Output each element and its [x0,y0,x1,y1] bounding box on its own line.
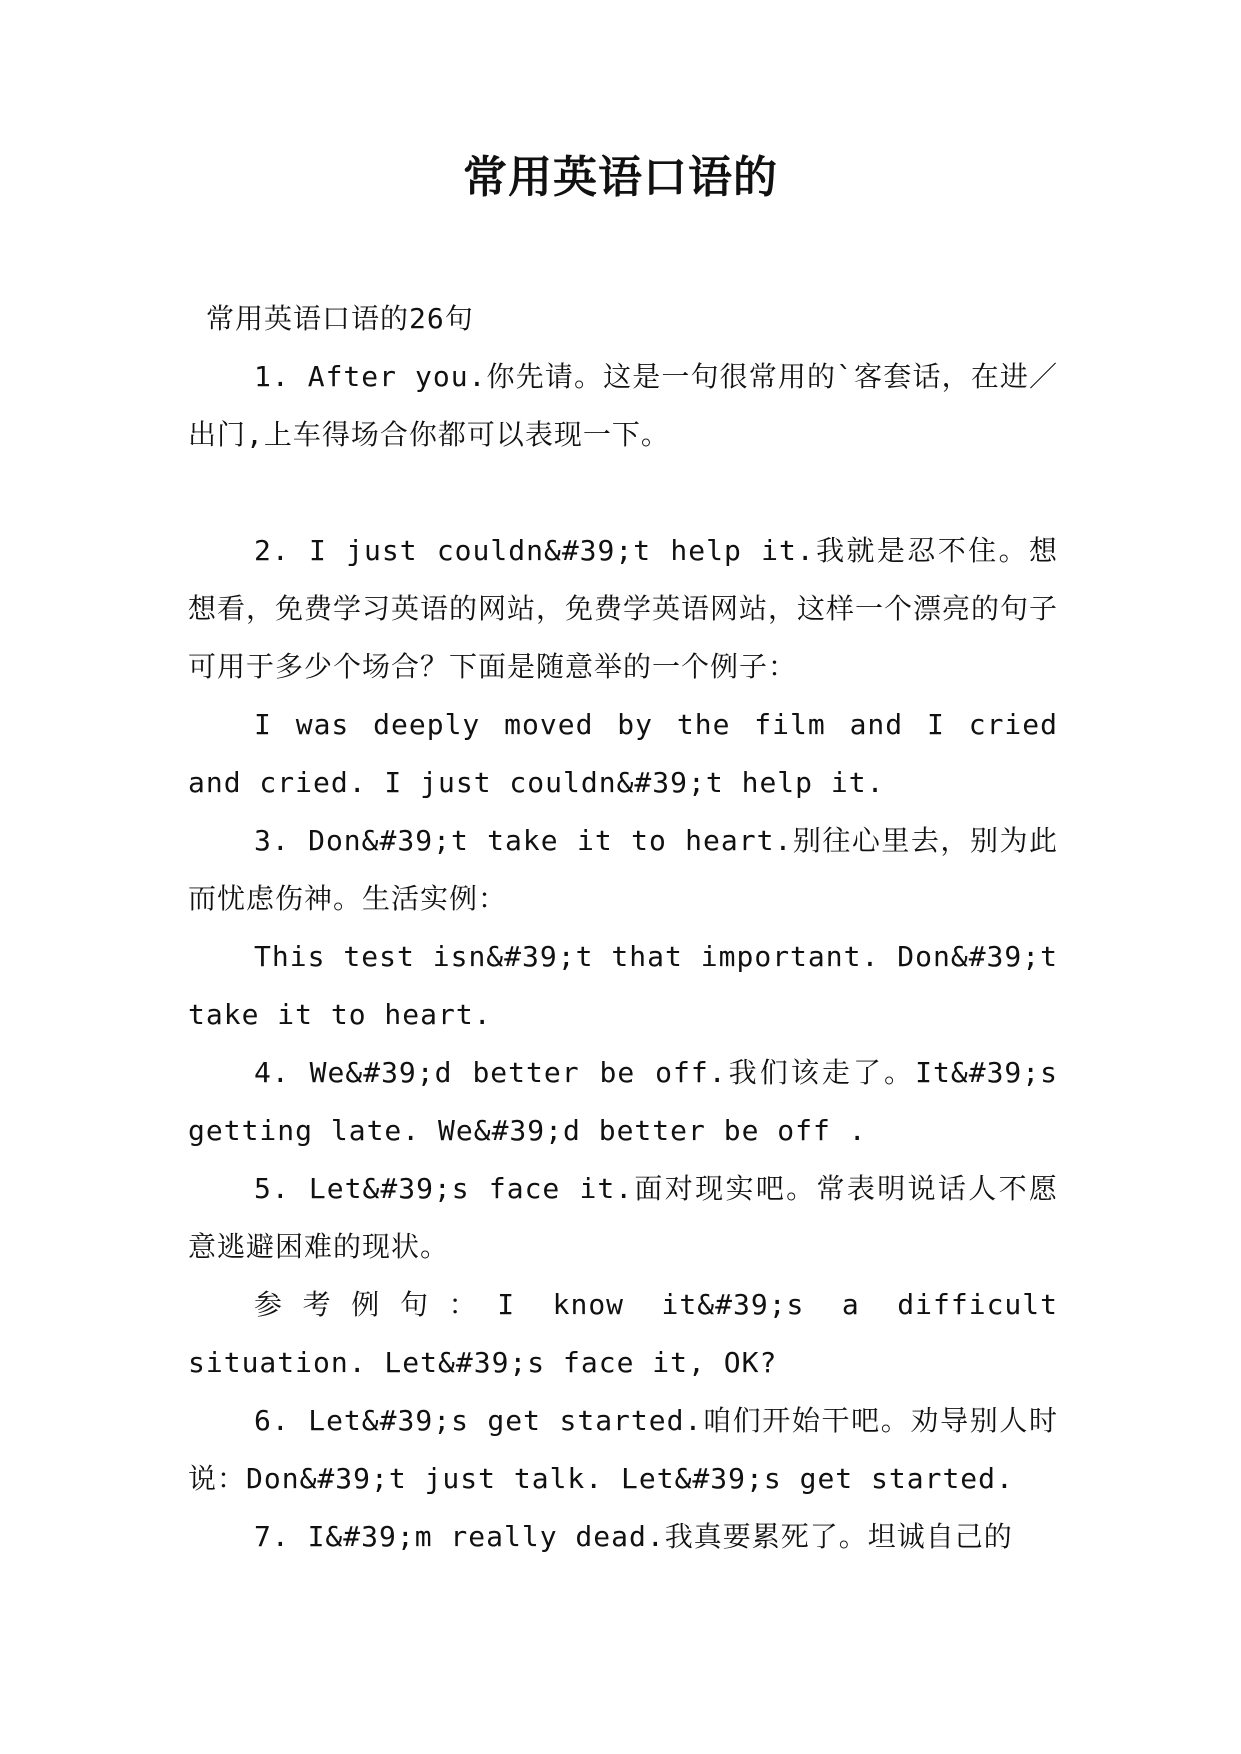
paragraph-3: 3. Don&#39;t take it to heart.别往心里去，别为此而忧虑伤神。生活实例： [188,824,1058,915]
paragraph-1: 1. After you.你先请。这是一句很常用的`客套话，在进／出门,上车得场合你都可以表现一下。 [188,360,1058,451]
example-2: I was deeply moved by the film and I cried and cried. I just couldn&#39;t help it. [188,708,1058,799]
document-body [188,290,1058,1566]
paragraph-6: 6. Let&#39;s get started.咱们开始干吧。劝导别人时说：Don&#39;t just talk. Let&#39;s get started. [188,1404,1058,1495]
paragraph-2: 2. I just couldn&#39;t help it.我就是忍不住。想想看，免费学习英语的网站，免费学英语网站，这样一个漂亮的句子可用于多少个场合？下面是随意举的一个例子： [188,534,1059,683]
paragraph-5: 5. Let&#39;s face it.面对现实吧。常表明说话人不愿意逃避困难的现状。 [188,1172,1058,1263]
document-title: 常用英语口语的 [463,152,778,203]
paragraph-7: 7. I&#39;m really dead.我真要累死了。坦诚自己的 [254,1520,1013,1553]
example-5: 参考例句：I know it&#39;s a difficult situation. Let&#39;s face it, OK? [188,1288,1058,1379]
document-subtitle: 常用英语口语的26句 [206,302,474,335]
example-3: This test isn&#39;t that important. Don&#39;t take it to heart. [188,940,1058,1031]
paragraph-4: 4. We&#39;d better be off.我们该走了。It&#39;s getting late. We&#39;d better be off . [188,1056,1058,1147]
